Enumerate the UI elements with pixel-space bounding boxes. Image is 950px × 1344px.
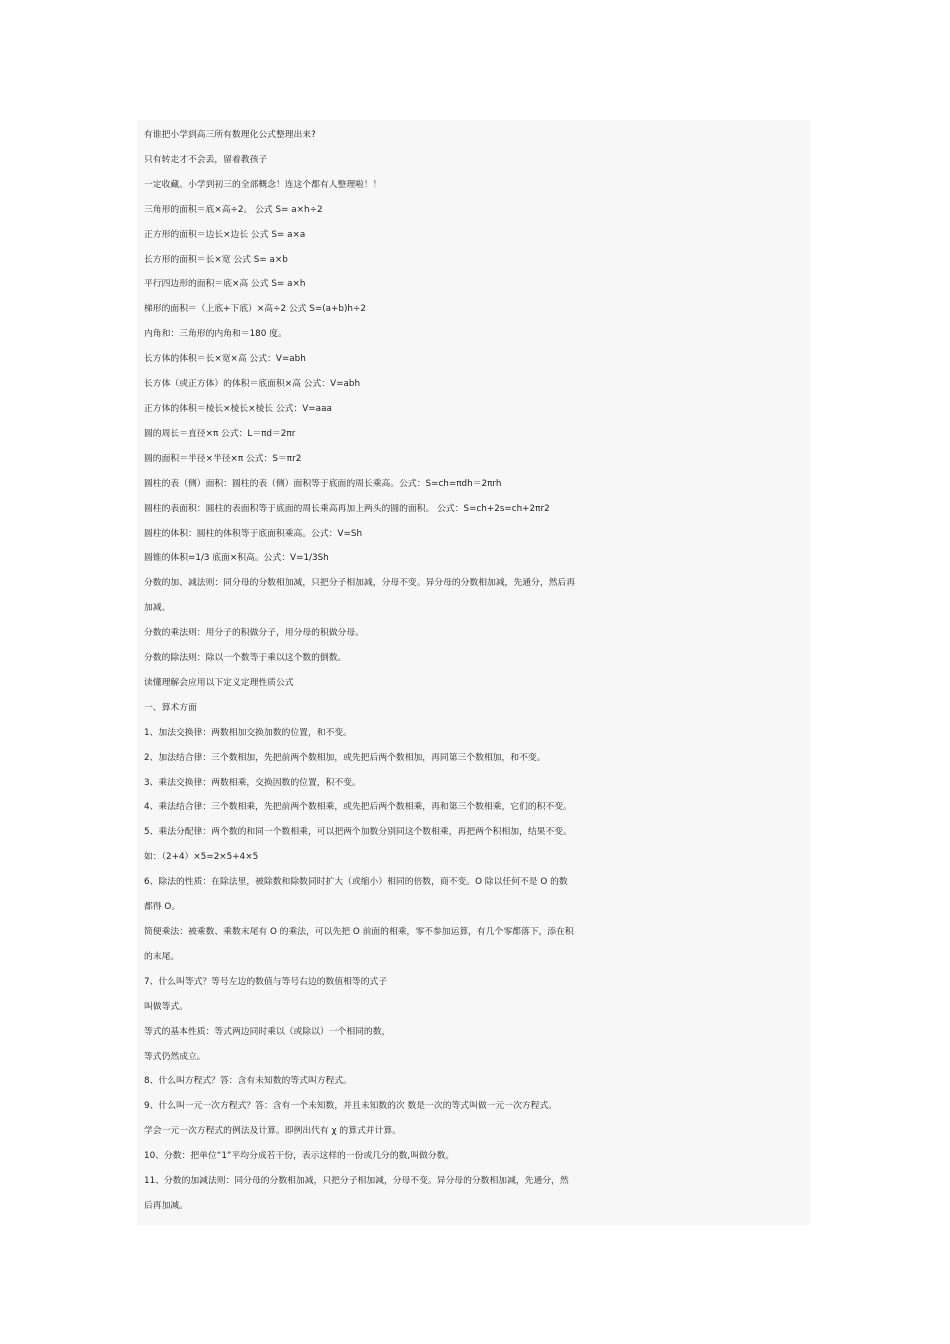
text-line: 8、什么叫方程式？答：含有未知数的等式叫方程式。	[144, 1076, 352, 1087]
text-line: 一、算术方面	[144, 702, 197, 713]
text-line: 2、加法结合律：三个数相加，先把前两个数相加，或先把后两个数相加，再同第三个数相加，和不变。	[144, 752, 546, 763]
text-line: 10、分数：把单位“1”平均分成若干份，表示这样的一份或几分的数,叫做分数。	[144, 1151, 455, 1162]
text-line: 只有转走才不会丢，留着教孩子	[144, 154, 268, 165]
text-line: 11、分数的加减法则：同分母的分数相加减，只把分子相加减，分母不变。异分母的分数相加减，先通分，然	[144, 1176, 569, 1187]
text-line: 圆柱的表面积：圆柱的表面积等于底面的周长乘高再加上两头的圆的面积。 公式：S=ch+2s=ch+2πr2	[144, 503, 550, 514]
text-line: 等式的基本性质：等式两边同时乘以（或除以）一个相同的数，	[144, 1026, 391, 1037]
text-line: 的末尾。	[144, 951, 180, 962]
text-line: 读懂理解会应用以下定义定理性质公式	[144, 677, 294, 688]
text-line: 圆柱的体积：圆柱的体积等于底面积乘高。公式：V=Sh	[144, 528, 363, 539]
text-line: 等式仍然成立。	[144, 1051, 206, 1062]
text-line: 6、除法的性质：在除法里，被除数和除数同时扩大（或缩小）相同的倍数，商不变。O 除以任何不是 O 的数	[144, 877, 568, 888]
text-line: 后再加减。	[144, 1200, 188, 1211]
text-line: 9、什么叫一元一次方程式？答：含有一个未知数，并且未知数的次 数是一次的等式叫做一元一次方程式。	[144, 1101, 558, 1112]
text-line: 加减。	[144, 603, 171, 614]
text-line: 长方体的体积＝长×宽×高 公式：V=abh	[144, 354, 306, 365]
text-line: 圆锥的体积=1/3 底面×积高。公式：V=1/3Sh	[144, 553, 329, 564]
text-line: 分数的乘法则：用分子的积做分子，用分母的积做分母。	[144, 628, 364, 639]
text-line: 如：（2+4）×5=2×5+4×5	[144, 852, 259, 863]
text-line: 长方形的面积＝长×宽 公式 S= a×b	[144, 254, 288, 265]
text-line: 平行四边形的面积＝底×高 公式 S= a×h	[144, 279, 306, 290]
text-line: 内角和：三角形的内角和＝180 度。	[144, 329, 287, 340]
text-line: 分数的除法则：除以一个数等于乘以这个数的倒数。	[144, 653, 347, 664]
text-line: 4、乘法结合律：三个数相乘，先把前两个数相乘，或先把后两个数相乘，再和第三个数相乘，它们的积不变。	[144, 802, 572, 813]
text-line: 5、乘法分配律：两个数的和同一个数相乘，可以把两个加数分别同这个数相乘，再把两个积相加，结果不变。	[144, 827, 572, 838]
text-line: 1、加法交换律：两数相加交换加数的位置，和不变。	[144, 727, 352, 738]
text-line: 圆的周长＝直径×π 公式：L＝πd＝2πr	[144, 428, 296, 439]
text-line: 有谁把小学到高三所有数理化公式整理出来?	[144, 130, 316, 140]
text-line: 正方体的体积＝棱长×棱长×棱长 公式：V=aaa	[144, 403, 332, 414]
text-line: 3、乘法交换律：两数相乘，交换因数的位置，积不变。	[144, 777, 361, 788]
text-line: 圆的面积＝半径×半径×π 公式：S＝πr2	[144, 453, 302, 464]
text-line: 圆柱的表（侧）面积：圆柱的表（侧）面积等于底面的周长乘高。公式：S=ch=πdh＝2πrh	[144, 478, 502, 489]
document-body	[137, 120, 810, 1225]
text-line: 叫做等式。	[144, 1001, 188, 1012]
text-line: 一定收藏。小学到初三的全部概念！连这个都有人整理啦！！	[144, 179, 382, 190]
text-line: 正方形的面积＝边长×边长 公式 S= a×a	[144, 229, 306, 240]
text-line: 长方体（或正方体）的体积＝底面积×高 公式：V=abh	[144, 379, 361, 390]
text-line: 学会一元一次方程式的例法及计算。即例出代有 χ 的算式并计算。	[144, 1126, 401, 1137]
text-line: 简便乘法：被乘数、乘数末尾有 O 的乘法，可以先把 O 前面的相乘，零不参加运算，有几个零都落下，添在积	[144, 927, 574, 937]
text-line: 分数的加、减法则：同分母的分数相加减，只把分子相加减，分母不变。异分母的分数相加减，先通分，然后再	[144, 578, 576, 589]
text-line: 三角形的面积＝底×高÷2。 公式 S= a×h÷2	[144, 204, 323, 215]
text-line: 都得 O。	[144, 902, 181, 913]
text-line: 梯形的面积＝（上底+下底）×高÷2 公式 S=(a+b)h÷2	[144, 304, 366, 315]
text-line: 7、什么叫等式？等号左边的数值与等号右边的数值相等的式子	[144, 976, 388, 987]
